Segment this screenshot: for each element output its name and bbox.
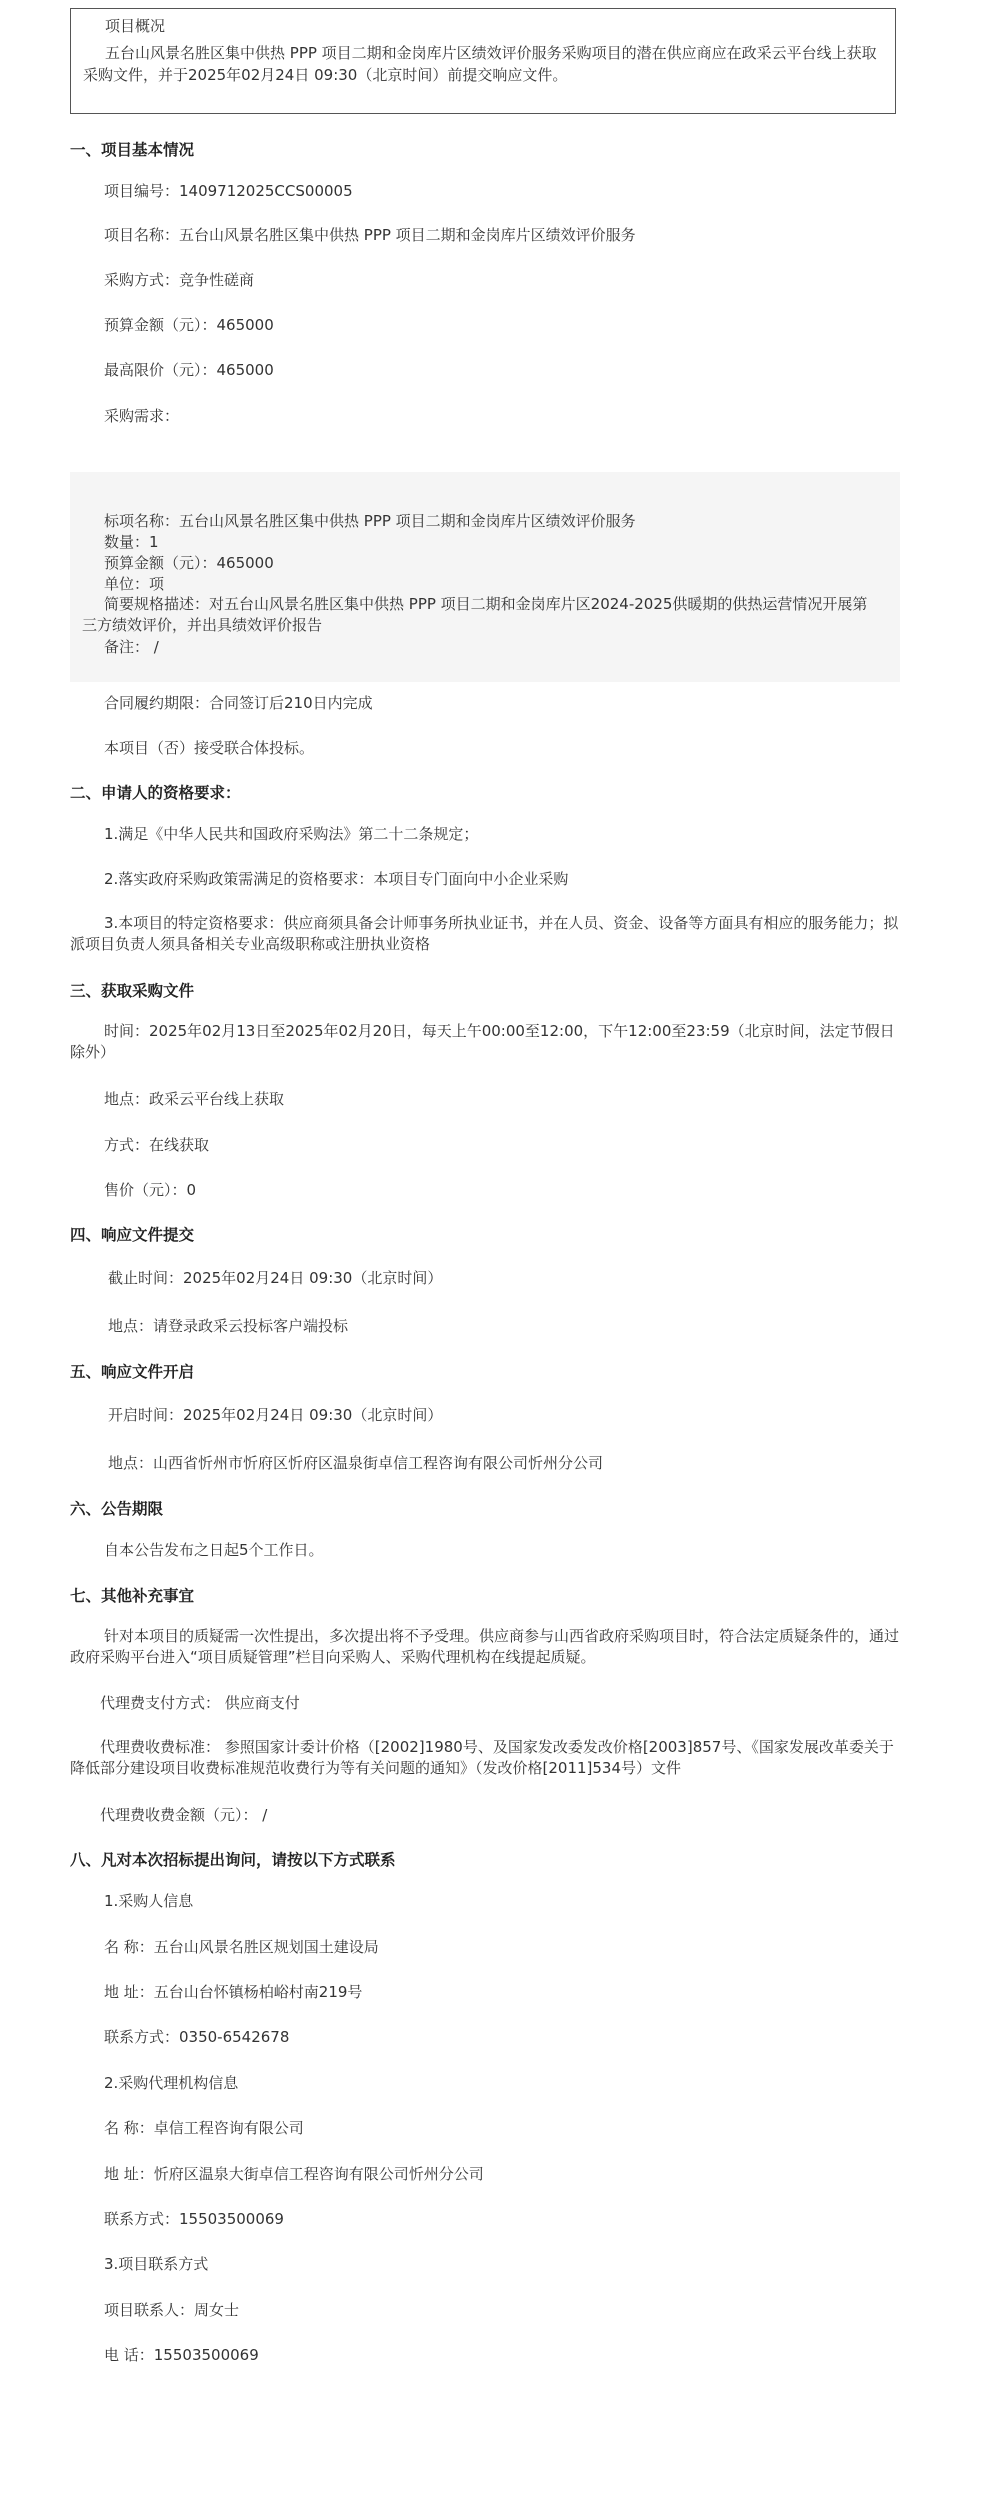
lot-quantity: 数量：1 xyxy=(104,533,159,551)
agent-name: 名 称：卓信工程咨询有限公司 xyxy=(104,2119,304,2137)
lot-name: 标项名称：五台山风景名胜区集中供热 PPP 项目二期和金岗库片区绩效评价服务 xyxy=(104,512,636,530)
submission-deadline: 截止时间：2025年02月24日 09:30（北京时间） xyxy=(108,1269,443,1287)
document-price: 售价（元）：0 xyxy=(104,1181,197,1199)
buyer-info-title: 1.采购人信息 xyxy=(104,1892,194,1910)
lot-remark: 备注： / xyxy=(104,638,159,656)
opening-place: 地点：山西省忻州市忻府区忻府区温泉街卓信工程咨询有限公司忻州分公司 xyxy=(108,1454,604,1472)
buyer-name: 名 称：五台山风景名胜区规划国土建设局 xyxy=(104,1938,379,1956)
acquisition-place: 地点：政采云平台线上获取 xyxy=(104,1090,285,1108)
qualification-item-1: 1.满足《中华人民共和国政府采购法》第二十二条规定； xyxy=(104,825,479,843)
overview-text: 五台山风景名胜区集中供热 PPP 项目二期和金岗库片区绩效评价服务采购项目的潜在供应商应在政采云平台线上获取采购文件，并于2025年02月24日 09:30（北京时间）前提交响应文件。 xyxy=(83,44,877,84)
overview-title: 项目概况 xyxy=(105,17,166,35)
consortium-note: 本项目（否）接受联合体投标。 xyxy=(104,739,315,757)
project-number: 项目编号：1409712025CCS00005 xyxy=(104,182,353,200)
acquisition-method: 方式：在线获取 xyxy=(104,1136,210,1154)
submission-place: 地点：请登录政采云投标客户端投标 xyxy=(108,1317,349,1335)
section-6-heading: 六、公告期限 xyxy=(70,1500,164,1518)
project-name: 项目名称：五台山风景名胜区集中供热 PPP 项目二期和金岗库片区绩效评价服务 xyxy=(104,226,636,244)
project-contact-person: 项目联系人：周女士 xyxy=(104,2301,240,2319)
lot-details-panel xyxy=(70,472,900,682)
agency-fee-payment: 代理费支付方式： 供应商支付 xyxy=(100,1694,300,1712)
buyer-address: 地 址：五台山台怀镇杨柏峪村南219号 xyxy=(104,1983,363,2001)
project-contact-title: 3.项目联系方式 xyxy=(104,2255,209,2273)
section-1-heading: 一、项目基本情况 xyxy=(70,141,195,159)
announcement-period: 自本公告发布之日起5个工作日。 xyxy=(104,1541,324,1559)
qualification-item-2: 2.落实政府采购政策需满足的资格要求：本项目专门面向中小企业采购 xyxy=(104,870,569,888)
agent-info-title: 2.采购代理机构信息 xyxy=(104,2074,239,2092)
overview-box xyxy=(70,8,896,114)
procurement-method: 采购方式：竞争性磋商 xyxy=(104,271,255,289)
agent-address: 地 址：忻府区温泉大街卓信工程咨询有限公司忻州分公司 xyxy=(104,2165,484,2183)
lot-budget: 预算金额（元）：465000 xyxy=(104,554,274,572)
section-4-heading: 四、响应文件提交 xyxy=(70,1226,195,1244)
qualification-item-3: 3.本项目的特定资格要求：供应商须具备会计师事务所执业证书，并在人员、资金、设备等方面具有相应的服务能力；拟派项目负责人须具备相关专业高级职称或注册执业资格 xyxy=(70,914,899,953)
lot-unit: 单位：项 xyxy=(104,575,165,593)
agency-fee-standard: 代理费收费标准： 参照国家计委计价格（[2002]1980号、及国家发改委发改价格[2003]857号、《国家发展改革委关于降低部分建设项目收费标准规范收费行为等有关问题的通知》（发改价格[2011]534号）文件 xyxy=(70,1738,894,1777)
lot-spec: 简要规格描述：对五台山风景名胜区集中供热 PPP 项目二期和金岗库片区2024-2025供暖期的供热运营情况开展第三方绩效评价，并出具绩效评价报告 xyxy=(82,595,868,634)
opening-time: 开启时间：2025年02月24日 09:30（北京时间） xyxy=(108,1406,443,1424)
budget-amount: 预算金额（元）：465000 xyxy=(104,316,274,334)
section-8-heading: 八、凡对本次招标提出询问，请按以下方式联系 xyxy=(70,1851,396,1869)
acquisition-time: 时间：2025年02月13日至2025年02月20日，每天上午00:00至12:00，下午12:00至23:59（北京时间，法定节假日除外） xyxy=(70,1022,895,1061)
project-contact-phone: 电 话：15503500069 xyxy=(104,2346,259,2364)
agent-contact: 联系方式：15503500069 xyxy=(104,2210,284,2228)
agency-fee-amount: 代理费收费金额（元）： / xyxy=(100,1806,268,1824)
section-7-heading: 七、其他补充事宜 xyxy=(70,1587,195,1605)
procurement-demand-label: 采购需求： xyxy=(104,407,180,425)
max-price: 最高限价（元）：465000 xyxy=(104,361,274,379)
buyer-contact: 联系方式：0350-6542678 xyxy=(104,2028,290,2046)
section-5-heading: 五、响应文件开启 xyxy=(70,1363,195,1381)
objection-note: 针对本项目的质疑需一次性提出，多次提出将不予受理。供应商参与山西省政府采购项目时，符合法定质疑条件的，通过政府采购平台进入“项目质疑管理”栏目向采购人、采购代理机构在线提起质疑。 xyxy=(70,1627,900,1666)
section-3-heading: 三、获取采购文件 xyxy=(70,982,195,1000)
section-2-heading: 二、申请人的资格要求： xyxy=(70,784,241,802)
contract-period: 合同履约期限：合同签订后210日内完成 xyxy=(104,694,373,712)
